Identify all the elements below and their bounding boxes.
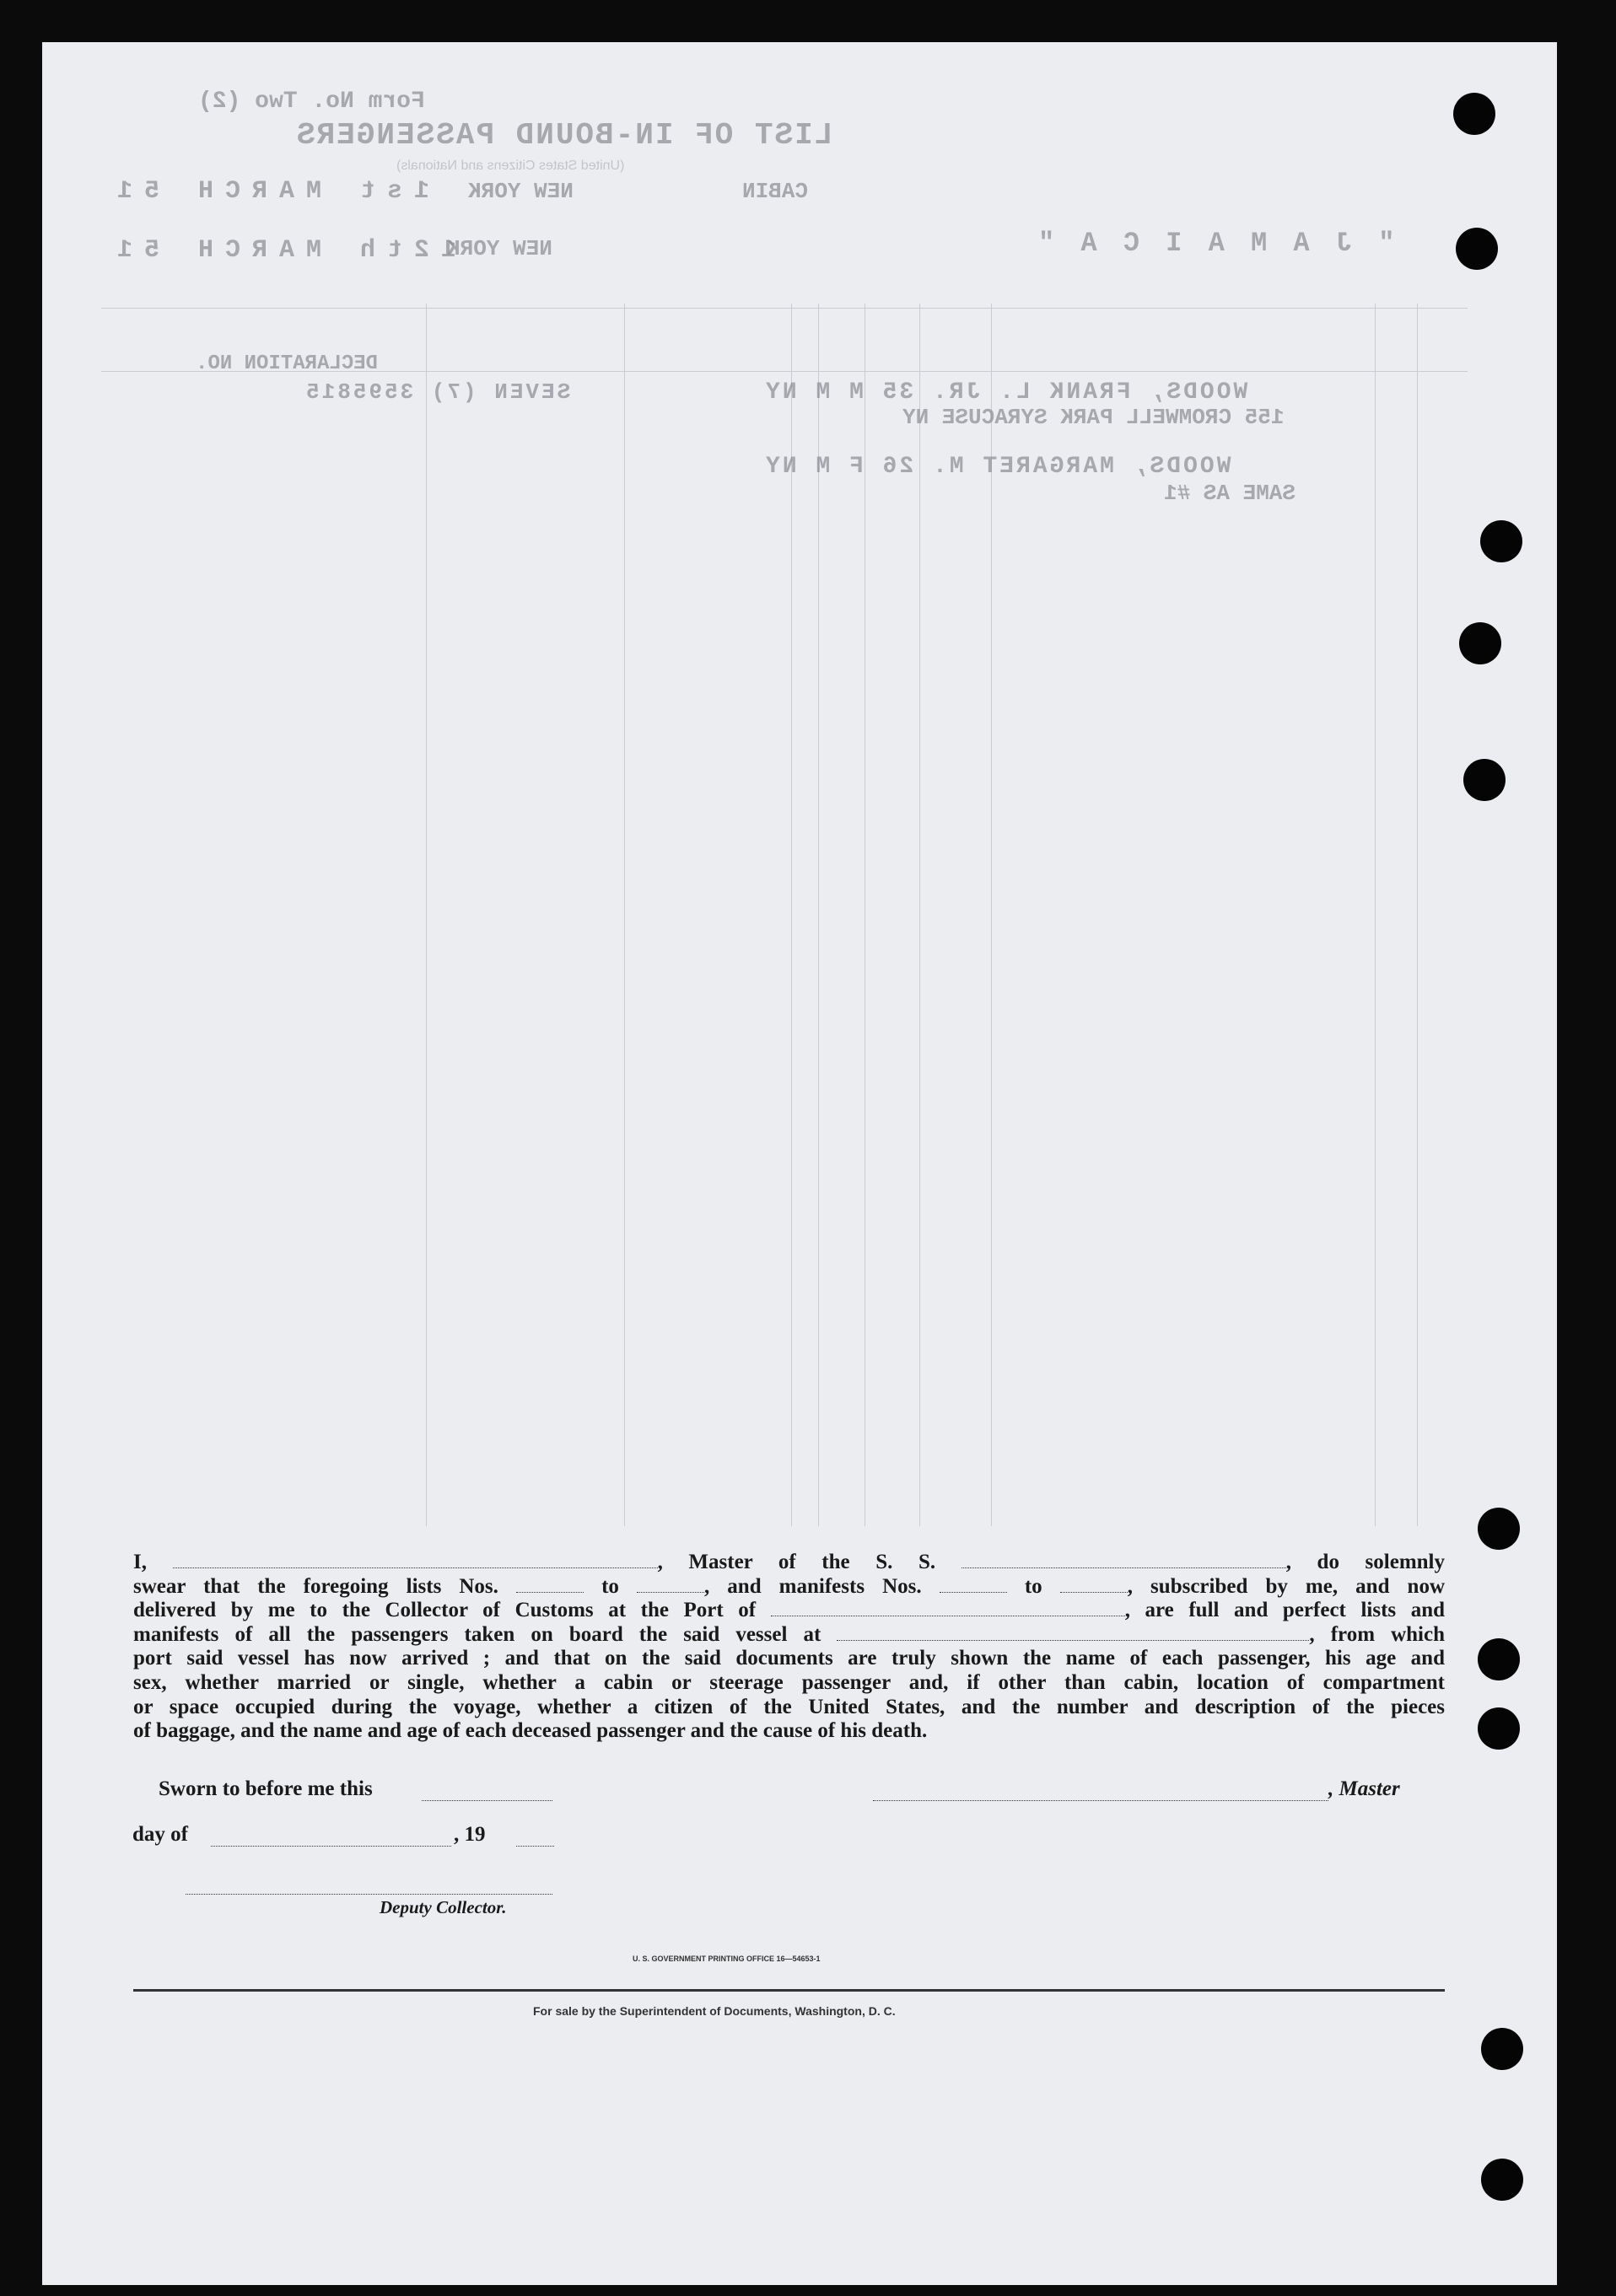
list-to-blank[interactable] xyxy=(637,1591,704,1593)
ghost-port-1: NEW YORK xyxy=(468,179,574,204)
binder-hole xyxy=(1453,93,1495,135)
oath-text: to xyxy=(1024,1574,1042,1598)
manifest-from-blank[interactable] xyxy=(940,1591,1007,1593)
ghost-port-2: NEW YORK xyxy=(447,236,552,261)
column-rule xyxy=(624,304,625,1526)
binder-hole xyxy=(1481,2159,1523,2201)
ghost-row-2-line-2: SAME AS #1 xyxy=(1164,481,1296,506)
for-sale-line: For sale by the Superintendent of Documents, Washington, D. C. xyxy=(533,2004,896,2018)
deputy-signature-blank[interactable] xyxy=(186,1893,552,1895)
manifest-to-blank[interactable] xyxy=(1060,1591,1128,1593)
oath-text: to xyxy=(601,1574,619,1598)
oath-line xyxy=(133,1575,1445,1600)
column-rule xyxy=(991,304,992,1526)
master-signature-blank[interactable] xyxy=(873,1799,1328,1801)
oath-line: or space occupied during the voyage, whether a citizen of the United States, and the number and description of the pieces xyxy=(133,1695,1445,1718)
oath-line xyxy=(133,1551,1445,1575)
ghost-subtitle: (United States Citizens and Nationals) xyxy=(396,159,625,173)
ghost-date-line-2: 12th MARCH 51 xyxy=(105,236,457,265)
year-blank[interactable] xyxy=(516,1845,554,1847)
master-label: , Master xyxy=(1328,1777,1400,1800)
ghost-vessel: " J A M A I C A " xyxy=(1033,228,1395,259)
printing-office-line: U. S. GOVERNMENT PRINTING OFFICE 16—54653-1 xyxy=(633,1955,821,1963)
oath-line: of baggage, and the name and age of each deceased passenger and the cause of his death. xyxy=(133,1719,928,1743)
master-name-blank[interactable] xyxy=(173,1567,658,1568)
day-of-label: day of xyxy=(132,1823,188,1846)
oath-line xyxy=(133,1599,1445,1623)
oath-paragraph xyxy=(133,1551,1445,1744)
binder-hole xyxy=(1478,1638,1520,1680)
list-from-blank[interactable] xyxy=(516,1591,584,1593)
embark-port-blank[interactable] xyxy=(837,1639,1309,1641)
column-rule xyxy=(818,304,819,1526)
footer-rule xyxy=(133,1989,1445,1992)
oath-text: , do solemnly xyxy=(1285,1551,1445,1573)
ghost-row-1-right: SEVEN (7) 3595815 xyxy=(304,379,571,405)
sworn-day-blank[interactable] xyxy=(422,1799,552,1801)
ghost-row-2-line-1: WOODS, MARGARET M. 26 F M NY xyxy=(763,454,1231,480)
ghost-date-line-1: 1st MARCH 51 xyxy=(105,177,430,206)
oath-text: , from which xyxy=(1309,1622,1445,1646)
oath-text: , Master of the S. S. xyxy=(657,1551,936,1573)
ghost-declaration-label: DECLARATION NO. xyxy=(196,352,379,375)
oath-text: , subscribed by me, and now xyxy=(1127,1574,1446,1598)
header-rule xyxy=(101,308,1468,309)
binder-hole xyxy=(1478,1707,1520,1750)
ghost-row-1-line-2: 155 CROMWELL PARK SYRACUSE NY xyxy=(902,405,1285,430)
oath-text: , are full and perfect lists and xyxy=(1124,1599,1446,1622)
sworn-label: Sworn to before me this xyxy=(159,1777,373,1800)
binder-hole xyxy=(1463,759,1506,801)
column-rule xyxy=(919,304,920,1526)
month-blank[interactable] xyxy=(211,1845,451,1847)
deputy-collector-label: Deputy Collector. xyxy=(380,1897,507,1917)
binder-hole xyxy=(1459,622,1501,664)
oath-line: port said vessel has now arrived ; and that on the said documents are truly shown the name of each passenger, his age and xyxy=(133,1647,1445,1670)
oath-line xyxy=(133,1623,1445,1648)
ghost-form-number: Form No. Two (2) xyxy=(198,89,425,115)
binder-hole xyxy=(1481,2028,1523,2070)
column-rule xyxy=(791,304,792,1526)
binder-hole xyxy=(1478,1508,1520,1550)
oath-line: sex, whether married or single, whether a cabin or steerage passenger and, if other than cabin, location of compartment xyxy=(133,1670,1445,1694)
column-rule xyxy=(426,304,427,1526)
manifest-sheet xyxy=(42,42,1557,2285)
oath-text: , and manifests Nos. xyxy=(703,1574,922,1598)
binder-hole xyxy=(1456,228,1498,270)
oath-text: manifests of all the passengers taken on board the said vessel at xyxy=(133,1622,821,1646)
ghost-class: CABIN xyxy=(742,179,809,204)
column-rule xyxy=(1417,304,1418,1526)
oath-text: delivered by me to the Collector of Customs at the Port of xyxy=(133,1599,757,1622)
binder-hole xyxy=(1480,520,1522,562)
year-label: , 19 xyxy=(454,1823,486,1846)
oath-text: I, xyxy=(133,1551,147,1573)
vessel-name-blank[interactable] xyxy=(962,1567,1286,1568)
ghost-title: LIST OF IN-BOUND PASSENGERS xyxy=(295,118,833,153)
ghost-row-1-line-1: WOODS, FRANK L. JR. 35 M M NY xyxy=(763,379,1248,406)
oath-text: swear that the foregoing lists Nos. xyxy=(133,1574,498,1598)
port-blank[interactable] xyxy=(771,1615,1125,1616)
column-rule xyxy=(1375,304,1376,1526)
